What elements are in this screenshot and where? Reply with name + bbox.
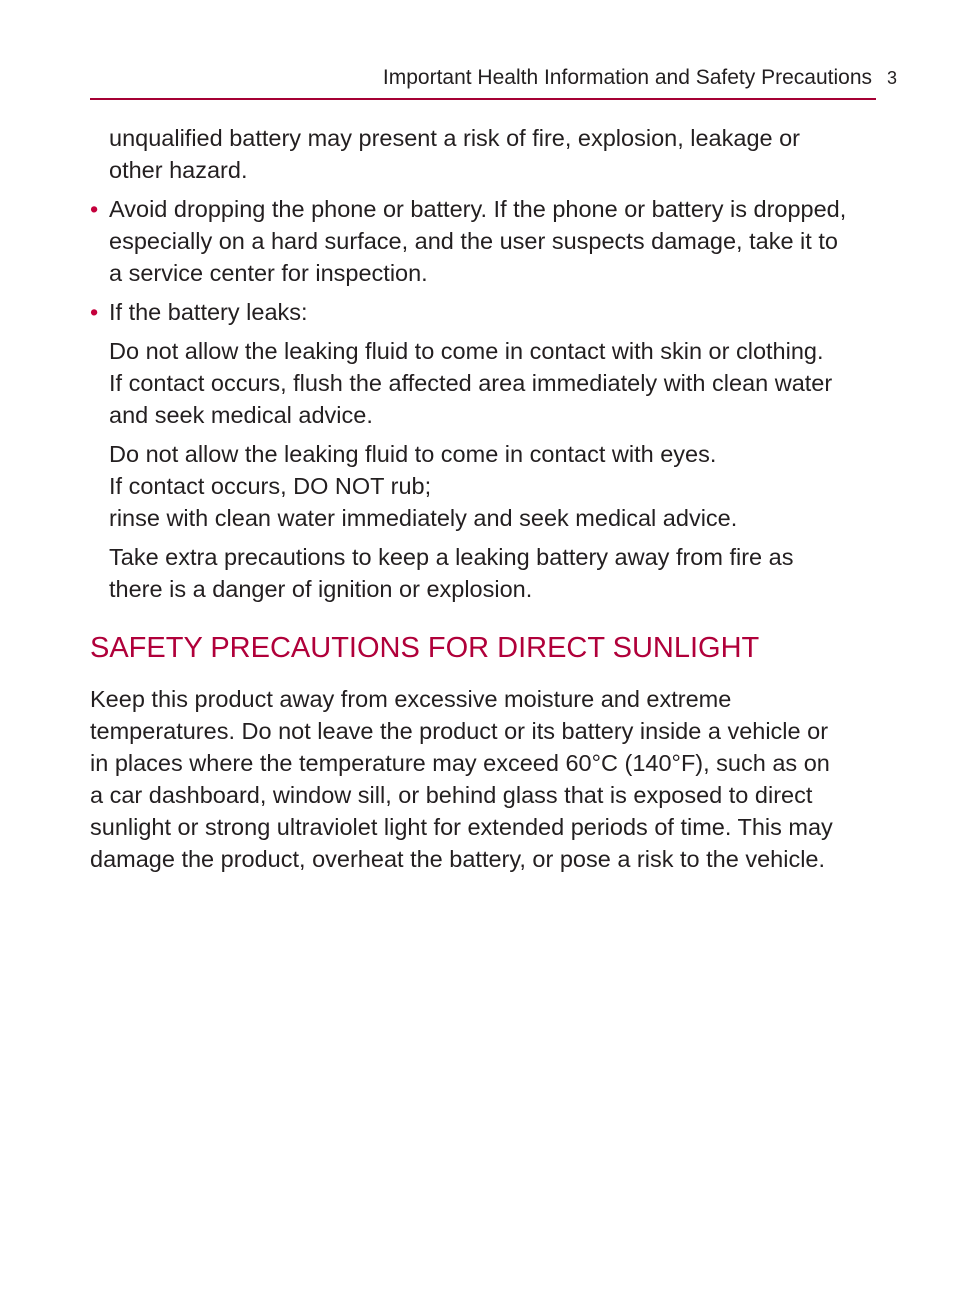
text-line: If contact occurs, flush the affected area immediately with clean water [109, 370, 833, 396]
page-content [90, 122, 880, 875]
leak-paragraph-fire [90, 541, 880, 605]
continuation-paragraph [90, 122, 880, 186]
text-line: a service center for inspection. [109, 260, 428, 286]
page-number: 3 [887, 68, 898, 88]
text-line: Do not allow the leaking fluid to come in contact with eyes. [109, 441, 717, 467]
page-header [90, 62, 876, 100]
header-title: Important Health Information and Safety Precautions [382, 66, 872, 89]
text-line: Avoid dropping the phone or battery. If the phone or battery is dropped, [109, 196, 847, 222]
text-line: especially on a hard surface, and the user suspects damage, take it to [109, 228, 838, 254]
text-line: in places where the temperature may exceed 60°C (140°F), such as on [90, 750, 830, 776]
text-line: rinse with clean water immediately and seek medical advice. [109, 505, 738, 531]
text-line: Take extra precautions to keep a leaking battery away from fire as [109, 544, 794, 570]
text-line: If contact occurs, DO NOT rub; [109, 473, 432, 499]
bullet-icon: • [90, 196, 99, 222]
text-line: other hazard. [109, 157, 248, 183]
leak-paragraph-skin [90, 335, 880, 431]
text-line: a car dashboard, window sill, or behind glass that is exposed to direct [90, 782, 813, 808]
section-heading: SAFETY PRECAUTIONS FOR DIRECT SUNLIGHT [90, 632, 760, 664]
text-line: and seek medical advice. [109, 402, 373, 428]
leak-paragraph-eyes [90, 438, 880, 534]
text-line: there is a danger of ignition or explosion. [109, 576, 533, 602]
text-line: Keep this product away from excessive moisture and extreme [90, 686, 732, 712]
list-item-battery-leaks [90, 296, 880, 328]
text-line: unqualified battery may present a risk of fire, explosion, leakage or [109, 125, 801, 151]
text-line: damage the product, overheat the battery, or pose a risk to the vehicle. [90, 846, 826, 872]
list-item-drop-warning [90, 193, 880, 289]
bullet-icon: • [90, 299, 99, 325]
text-line: sunlight or strong ultraviolet light for extended periods of time. This may [90, 814, 833, 840]
sunlight-paragraph [90, 683, 880, 875]
text-line: temperatures. Do not leave the product or its battery inside a vehicle or [90, 718, 829, 744]
text-line: Do not allow the leaking fluid to come in contact with skin or clothing. [109, 338, 824, 364]
text-line: If the battery leaks: [109, 299, 308, 325]
